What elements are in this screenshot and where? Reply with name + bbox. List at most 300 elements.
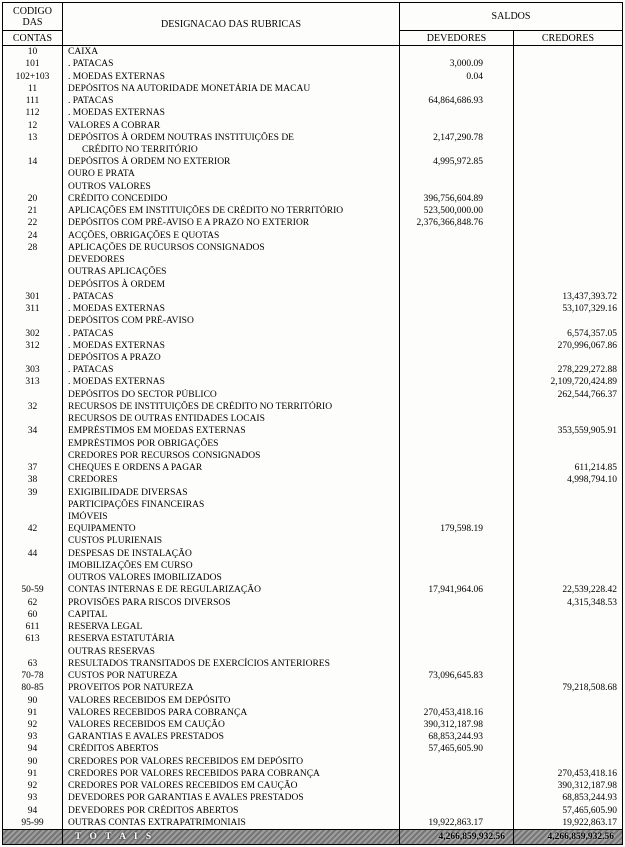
row-credores: 6,574,357.05 — [567, 328, 617, 339]
row-designation-line1: DEPÓSITOS À ORDEM NO EXTERIOR — [68, 157, 231, 168]
table-row — [3, 731, 622, 743]
row-designation — [63, 254, 400, 266]
row-devedores — [400, 303, 514, 315]
row-code: 20 — [3, 193, 63, 205]
row-code: 94 — [3, 743, 63, 755]
row-designation — [63, 768, 400, 780]
row-devedores — [400, 254, 514, 266]
row-credores — [514, 658, 622, 670]
row-devedores: 270,453,418.16 — [400, 707, 514, 719]
table-row — [3, 682, 622, 694]
row-credores: 353,559,905.91 — [557, 426, 617, 437]
row-credores: 22,539,228.42 — [562, 585, 617, 596]
table-row — [3, 719, 622, 731]
row-code: 102+103 — [3, 70, 63, 82]
row-credores: 4,998,794.10 — [567, 475, 617, 486]
row-code: 301 — [3, 291, 63, 303]
row-credores: 13,437,393.72 — [562, 291, 617, 302]
row-designation — [63, 132, 400, 156]
header-code-line3: CONTAS — [12, 32, 53, 44]
row-code: 613 — [3, 633, 63, 645]
row-devedores: 73,096,645.83 — [400, 670, 514, 682]
table-row — [3, 58, 622, 70]
row-code: 11 — [3, 83, 63, 95]
row-designation-line1: CAIXA — [68, 47, 99, 58]
row-designation-line1: PARTICIPAÇÕES FINANCEIRAS — [68, 499, 205, 510]
row-devedores — [400, 230, 514, 242]
row-credores — [514, 731, 622, 743]
row-devedores — [400, 621, 514, 633]
table-row — [3, 401, 622, 413]
row-designation — [63, 340, 400, 352]
table-row — [3, 670, 622, 682]
row-devedores — [400, 511, 514, 523]
row-designation — [63, 156, 400, 168]
row-designation — [63, 719, 400, 731]
row-designation-line1: CUSTOS POR NATUREZA — [68, 671, 178, 682]
row-designation — [63, 46, 400, 58]
row-designation-line1: . MOEDAS EXTERNAS — [68, 71, 165, 82]
row-credores — [514, 95, 622, 107]
row-credores — [514, 743, 622, 755]
row-designation-line1: EMPRÉSTIMOS POR OBRIGAÇÕES — [68, 438, 219, 449]
row-code: 92 — [3, 719, 63, 731]
row-code — [3, 645, 63, 657]
row-designation-line1: EQUIPAMENTO — [68, 524, 136, 535]
row-code — [3, 535, 63, 547]
row-devedores — [400, 340, 514, 352]
row-devedores: 19,922,863.17 — [400, 817, 514, 829]
table-row — [3, 340, 622, 352]
row-code: 95-99 — [3, 817, 63, 829]
row-code — [3, 438, 63, 450]
table-row — [3, 548, 622, 560]
row-code: 90 — [3, 694, 63, 706]
row-code — [3, 278, 63, 290]
table-row — [3, 450, 622, 462]
row-designation — [63, 523, 400, 535]
table-row — [3, 768, 622, 780]
table-row — [3, 376, 622, 388]
row-designation-line1: OUTRAS CONTAS EXTRAPATRIMONIAIS — [68, 817, 246, 828]
row-devedores — [400, 474, 514, 486]
row-designation-line1: VALORES RECEBIDOS PARA COBRANÇA — [68, 707, 248, 718]
header-devedores: DEVEDORES — [400, 31, 514, 45]
row-code — [3, 499, 63, 511]
row-designation — [63, 560, 400, 572]
row-credores — [514, 670, 622, 682]
row-designation-line1: GARANTIAS E AVALES PRESTADOS — [68, 732, 224, 743]
row-code: 101 — [3, 58, 63, 70]
table-row — [3, 743, 622, 755]
row-designation — [63, 450, 400, 462]
row-devedores: 390,312,187.98 — [400, 719, 514, 731]
row-credores — [514, 242, 622, 254]
row-devedores — [400, 572, 514, 584]
header-code-top — [3, 3, 62, 31]
row-credores — [514, 609, 622, 621]
table-row — [3, 70, 622, 82]
table-row — [3, 584, 622, 596]
row-credores: 68,853,244.93 — [562, 793, 617, 804]
accounts-table — [2, 2, 623, 845]
row-credores — [514, 83, 622, 95]
row-designation-line1: DEPÓSITOS À ORDEM — [68, 279, 165, 290]
row-designation-line1: . MOEDAS EXTERNAS — [68, 377, 165, 388]
row-code — [3, 413, 63, 425]
row-code: 92 — [3, 780, 63, 792]
row-devedores — [400, 535, 514, 547]
row-designation — [63, 389, 400, 401]
row-credores: 57,465,605.90 — [562, 805, 617, 816]
row-credores — [514, 756, 622, 768]
row-designation-line1: DEPÓSITOS NA AUTORIDADE MONETÁRIA DE MACAU — [68, 83, 311, 94]
row-designation — [63, 168, 400, 180]
row-devedores — [400, 119, 514, 131]
row-devedores: 2,376,366,848.76 — [400, 217, 514, 229]
row-designation-line2: CRÉDITO NO TERRITÓRIO — [82, 144, 198, 155]
totals-code-cell — [3, 830, 63, 844]
table-row — [3, 425, 622, 437]
row-devedores — [400, 694, 514, 706]
row-devedores — [400, 291, 514, 303]
row-designation — [63, 805, 400, 817]
row-designation-line1: ACÇÕES, OBRIGAÇÕES E QUOTAS — [68, 230, 220, 241]
table-row — [3, 254, 622, 266]
row-code: 60 — [3, 609, 63, 621]
row-credores: 19,922,863.17 — [562, 817, 617, 828]
row-credores — [514, 254, 622, 266]
row-designation-line1: RESERVA LEGAL — [68, 622, 143, 633]
row-designation — [63, 376, 400, 388]
row-devedores — [400, 792, 514, 804]
table-row — [3, 707, 622, 719]
row-credores — [514, 107, 622, 119]
row-credores: 270,453,418.16 — [557, 768, 617, 779]
row-credores: 79,218,508.68 — [562, 683, 617, 694]
row-devedores — [400, 46, 514, 58]
row-designation — [63, 743, 400, 755]
row-code: 93 — [3, 731, 63, 743]
table-row — [3, 621, 622, 633]
row-designation — [63, 181, 400, 193]
table-row — [3, 438, 622, 450]
row-credores — [514, 168, 622, 180]
table-row — [3, 327, 622, 339]
row-devedores — [400, 389, 514, 401]
row-devedores — [400, 315, 514, 327]
row-designation-line1: OUTRAS RESERVAS — [68, 646, 155, 657]
table-row — [3, 83, 622, 95]
row-designation — [63, 291, 400, 303]
row-devedores — [400, 486, 514, 498]
table-row — [3, 193, 622, 205]
row-credores: 53,107,329.16 — [562, 304, 617, 315]
row-devedores — [400, 401, 514, 413]
row-devedores: 57,465,605.90 — [400, 743, 514, 755]
row-code: 22 — [3, 217, 63, 229]
row-designation-line1: . MOEDAS EXTERNAS — [68, 340, 165, 351]
table-row — [3, 486, 622, 498]
table-row — [3, 156, 622, 168]
row-code: 611 — [3, 621, 63, 633]
table-row — [3, 462, 622, 474]
table-row — [3, 633, 622, 645]
row-designation-line1: . PATACAS — [68, 365, 114, 376]
table-row — [3, 364, 622, 376]
table-row — [3, 315, 622, 327]
row-code — [3, 450, 63, 462]
table-row — [3, 817, 622, 829]
row-credores — [514, 132, 622, 156]
row-devedores — [400, 181, 514, 193]
row-credores — [514, 645, 622, 657]
table-row — [3, 511, 622, 523]
row-designation-line1: DEPÓSITOS DO SECTOR PÚBLICO — [68, 389, 217, 400]
row-devedores: 396,756,604.89 — [400, 193, 514, 205]
row-designation-line1: DEVEDORES — [68, 255, 125, 266]
row-credores: 2,109,720,424.89 — [550, 377, 617, 388]
row-designation — [63, 83, 400, 95]
row-credores: 278,229,272.88 — [557, 365, 617, 376]
row-code: 13 — [3, 132, 63, 156]
row-designation — [63, 266, 400, 278]
row-designation-line1: IMOBILIZAÇÕES EM CURSO — [68, 560, 193, 571]
table-row — [3, 535, 622, 547]
row-code — [3, 560, 63, 572]
table-row — [3, 805, 622, 817]
row-code: 70-78 — [3, 670, 63, 682]
row-devedores — [400, 633, 514, 645]
row-credores — [514, 694, 622, 706]
row-code — [3, 352, 63, 364]
row-credores — [514, 205, 622, 217]
row-code: 302 — [3, 327, 63, 339]
row-devedores — [400, 560, 514, 572]
row-credores — [514, 278, 622, 290]
row-designation-line1: IMÓVEIS — [68, 512, 108, 523]
row-devedores — [400, 242, 514, 254]
row-devedores — [400, 438, 514, 450]
row-designation — [63, 535, 400, 547]
row-devedores — [400, 450, 514, 462]
row-designation-line1: DEPÓSITOS A PRAZO — [68, 352, 161, 363]
totals-credores: 4,266,859,932.56 — [547, 832, 614, 842]
row-credores — [514, 486, 622, 498]
row-credores — [514, 511, 622, 523]
table-row — [3, 168, 622, 180]
row-designation — [63, 658, 400, 670]
row-designation-line1: OUTROS VALORES IMOBILIZADOS — [68, 573, 222, 584]
totals-devedores: 4,266,859,932.56 — [400, 830, 514, 844]
row-designation-line1: CONTAS INTERNAS E DE REGULARIZAÇÃO — [68, 585, 261, 596]
row-designation — [63, 548, 400, 560]
row-code — [3, 266, 63, 278]
table-row — [3, 205, 622, 217]
row-credores — [514, 156, 622, 168]
table-row — [3, 572, 622, 584]
row-credores — [514, 181, 622, 193]
row-devedores — [400, 376, 514, 388]
row-code: 39 — [3, 486, 63, 498]
header-code-column — [3, 3, 63, 45]
row-credores — [514, 58, 622, 70]
row-credores — [514, 413, 622, 425]
row-code: 313 — [3, 376, 63, 388]
row-devedores: 3,000.09 — [400, 58, 514, 70]
row-designation — [63, 242, 400, 254]
row-credores — [514, 315, 622, 327]
row-devedores — [400, 168, 514, 180]
table-row — [3, 352, 622, 364]
row-credores — [514, 70, 622, 82]
row-designation — [63, 792, 400, 804]
row-designation — [63, 609, 400, 621]
row-code: 28 — [3, 242, 63, 254]
row-code: 32 — [3, 401, 63, 413]
row-designation — [63, 438, 400, 450]
row-credores — [514, 193, 622, 205]
table-row — [3, 230, 622, 242]
row-code — [3, 254, 63, 266]
row-devedores — [400, 327, 514, 339]
row-designation — [63, 597, 400, 609]
row-credores — [514, 719, 622, 731]
row-code — [3, 511, 63, 523]
row-designation-line1: CRÉDITO CONCEDIDO — [68, 193, 168, 204]
row-devedores: 4,995,972.85 — [400, 156, 514, 168]
row-designation-line1: PROVEITOS POR NATUREZA — [68, 683, 194, 694]
table-row — [3, 46, 622, 58]
row-designation — [63, 425, 400, 437]
row-designation-line1: . PATACAS — [68, 59, 114, 70]
row-designation — [63, 303, 400, 315]
row-credores — [514, 230, 622, 242]
row-credores — [514, 621, 622, 633]
row-credores — [514, 560, 622, 572]
row-credores: 262,544,766.37 — [557, 389, 617, 400]
row-credores: 390,312,187.98 — [557, 781, 617, 792]
row-designation — [63, 486, 400, 498]
row-code: 44 — [3, 548, 63, 560]
table-row — [3, 645, 622, 657]
row-designation — [63, 645, 400, 657]
row-devedores: 0.04 — [400, 70, 514, 82]
table-row — [3, 266, 622, 278]
table-header — [3, 3, 622, 46]
table-row — [3, 413, 622, 425]
row-designation-line1: CREDORES POR RECURSOS CONSIGNADOS — [68, 450, 261, 461]
row-designation-line1: RESULTADOS TRANSITADOS DE EXERCÍCIOS ANTERIORES — [68, 658, 330, 669]
row-credores — [514, 46, 622, 58]
row-designation-line1: EMPRÉSTIMOS EM MOEDAS EXTERNAS — [68, 426, 246, 437]
row-devedores — [400, 645, 514, 657]
row-devedores: 68,853,244.93 — [400, 731, 514, 743]
row-designation — [63, 119, 400, 131]
row-designation — [63, 95, 400, 107]
row-code: 63 — [3, 658, 63, 670]
table-body — [3, 46, 622, 829]
row-code — [3, 181, 63, 193]
row-credores — [514, 572, 622, 584]
totals-row — [3, 829, 622, 844]
row-devedores — [400, 597, 514, 609]
table-row — [3, 291, 622, 303]
row-designation — [63, 205, 400, 217]
row-designation-line1: CHEQUES E ORDENS A PAGAR — [68, 463, 203, 474]
row-code — [3, 315, 63, 327]
row-designation-line1: . PATACAS — [68, 291, 114, 302]
row-credores — [514, 707, 622, 719]
table-row — [3, 474, 622, 486]
row-code: 62 — [3, 597, 63, 609]
row-designation — [63, 352, 400, 364]
row-designation — [63, 474, 400, 486]
row-designation-line1: CREDORES POR VALORES RECEBIDOS PARA COBRANÇA — [68, 768, 320, 779]
table-row — [3, 499, 622, 511]
row-credores — [514, 352, 622, 364]
table-row — [3, 658, 622, 670]
table-row — [3, 523, 622, 535]
row-code: 311 — [3, 303, 63, 315]
row-code — [3, 168, 63, 180]
row-designation — [63, 780, 400, 792]
row-designation-line1: DEPÓSITOS COM PRÉ-AVISO E A PRAZO NO EXTERIOR — [68, 218, 310, 229]
row-credores — [514, 535, 622, 547]
row-credores — [514, 119, 622, 131]
row-code — [3, 389, 63, 401]
table-row — [3, 694, 622, 706]
row-designation — [63, 70, 400, 82]
row-credores — [514, 499, 622, 511]
row-code — [3, 572, 63, 584]
row-designation — [63, 278, 400, 290]
row-designation — [63, 694, 400, 706]
table-row — [3, 609, 622, 621]
row-designation — [63, 817, 400, 829]
row-devedores — [400, 548, 514, 560]
row-devedores — [400, 83, 514, 95]
row-designation-line1: RECURSOS DE INSTITUIÇÕES DE CRÉDITO NO TERRITÓRIO — [68, 401, 333, 412]
row-code: 312 — [3, 340, 63, 352]
row-code: 14 — [3, 156, 63, 168]
row-code: 91 — [3, 707, 63, 719]
row-devedores — [400, 805, 514, 817]
table-row — [3, 278, 622, 290]
row-credores — [514, 450, 622, 462]
row-designation — [63, 364, 400, 376]
row-devedores — [400, 364, 514, 376]
row-credores — [514, 266, 622, 278]
row-devedores — [400, 499, 514, 511]
row-designation — [63, 193, 400, 205]
table-row — [3, 95, 622, 107]
row-credores — [514, 548, 622, 560]
table-row — [3, 597, 622, 609]
row-designation-line1: DEPÓSITOS COM PRÉ-AVISO — [68, 316, 194, 327]
row-code: 50-59 — [3, 584, 63, 596]
row-devedores — [400, 756, 514, 768]
header-saldos-group — [400, 3, 622, 45]
row-devedores — [400, 266, 514, 278]
table-row — [3, 217, 622, 229]
row-designation-line1: . MOEDAS EXTERNAS — [68, 108, 165, 119]
row-designation-line1: APLICAÇÕES DE RUCURSOS CONSIGNADOS — [68, 242, 265, 253]
totals-label: T O T A I S — [63, 830, 400, 844]
row-designation — [63, 707, 400, 719]
row-designation — [63, 401, 400, 413]
table-row — [3, 792, 622, 804]
